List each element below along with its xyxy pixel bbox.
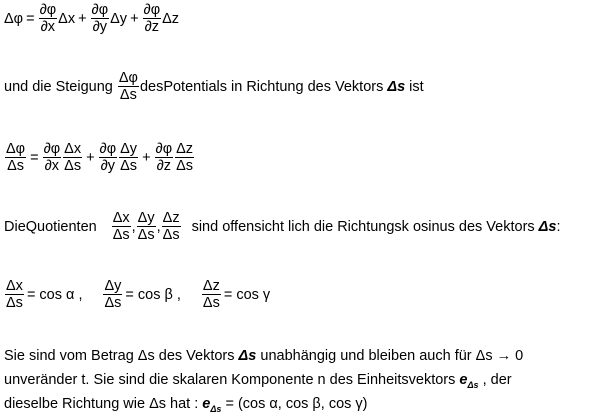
partial-z-fraction: $\frac{\partial\varphi}{\partial z}$ <box>143 2 161 35</box>
slope-fraction: $\frac{\Delta\varphi}{\Delta s}$ <box>118 70 138 103</box>
equation-directional-derivative: $\frac{\Delta\varphi}{\Delta s}$ = $\frac{\partial\varphi}{\partial x}$ $\frac{\Delta x}{\Delta s}$ + $\frac{\partial\varphi}{\partial y}$ $\frac{\Delta y}{\Delta s}$ + $\frac{\partial\varphi}{\partial z}$ $\frac{\Delta z}{\Delta s}$ <box>6 141 194 174</box>
unit-vector: $e_{\Delta s}$ <box>459 372 479 390</box>
text-slope-definition: und die Steigung $\frac{\Delta\varphi}{\Delta s}$ desPotentials in Richtung des Vektors Δs ist <box>4 70 424 103</box>
delta-phi: Δφ <box>4 10 24 27</box>
text-direction-cosines: DieQuotienten $\frac{\Delta x}{\Delta s}$ , $\frac{\Delta y}{\Delta s}$ , $\frac{\Delta z}{\Delta s}$ sind offensicht lich die Richtungsk osinus des Vektors Δs : <box>4 210 561 243</box>
partial-x-fraction: $\frac{\partial\varphi}{\partial x}$ <box>39 2 57 35</box>
equation-cosines: $\frac{\Delta x}{\Delta s}$ = cos α , $\frac{\Delta y}{\Delta s}$ = cos β , $\frac{\Delta z}{\Delta s}$ = cos γ <box>6 278 271 311</box>
paragraph-line-2: unveränder t. Sie sind die skalaren Komponente n des Einheitsvektors $e_{\Delta s}$ , der <box>4 372 512 390</box>
paragraph-line-1: Sie sind vom Betrag Δs des Vektors Δs unabhängig und bleiben auch für Δs → 0 <box>4 348 524 364</box>
equals-sign: = <box>26 10 35 27</box>
partial-y-fraction: $\frac{\partial\varphi}{\partial y}$ <box>91 2 109 35</box>
unit-vector: $e_{\Delta s}$ <box>202 396 222 414</box>
vector-delta-s: Δs <box>538 218 557 235</box>
paragraph-line-3: dieselbe Richtung wie Δs hat : $e_{\Delta s} = (\cos$ α, cos β, cos γ) <box>4 396 368 414</box>
equation-total-differential: Δφ = $\frac{\partial\varphi}{\partial x}$ Δx + $\frac{\partial\varphi}{\partial y}$ Δy + $\frac{\partial\varphi}{\partial z}$ Δz <box>4 2 180 35</box>
vector-delta-s: Δs <box>387 78 406 95</box>
